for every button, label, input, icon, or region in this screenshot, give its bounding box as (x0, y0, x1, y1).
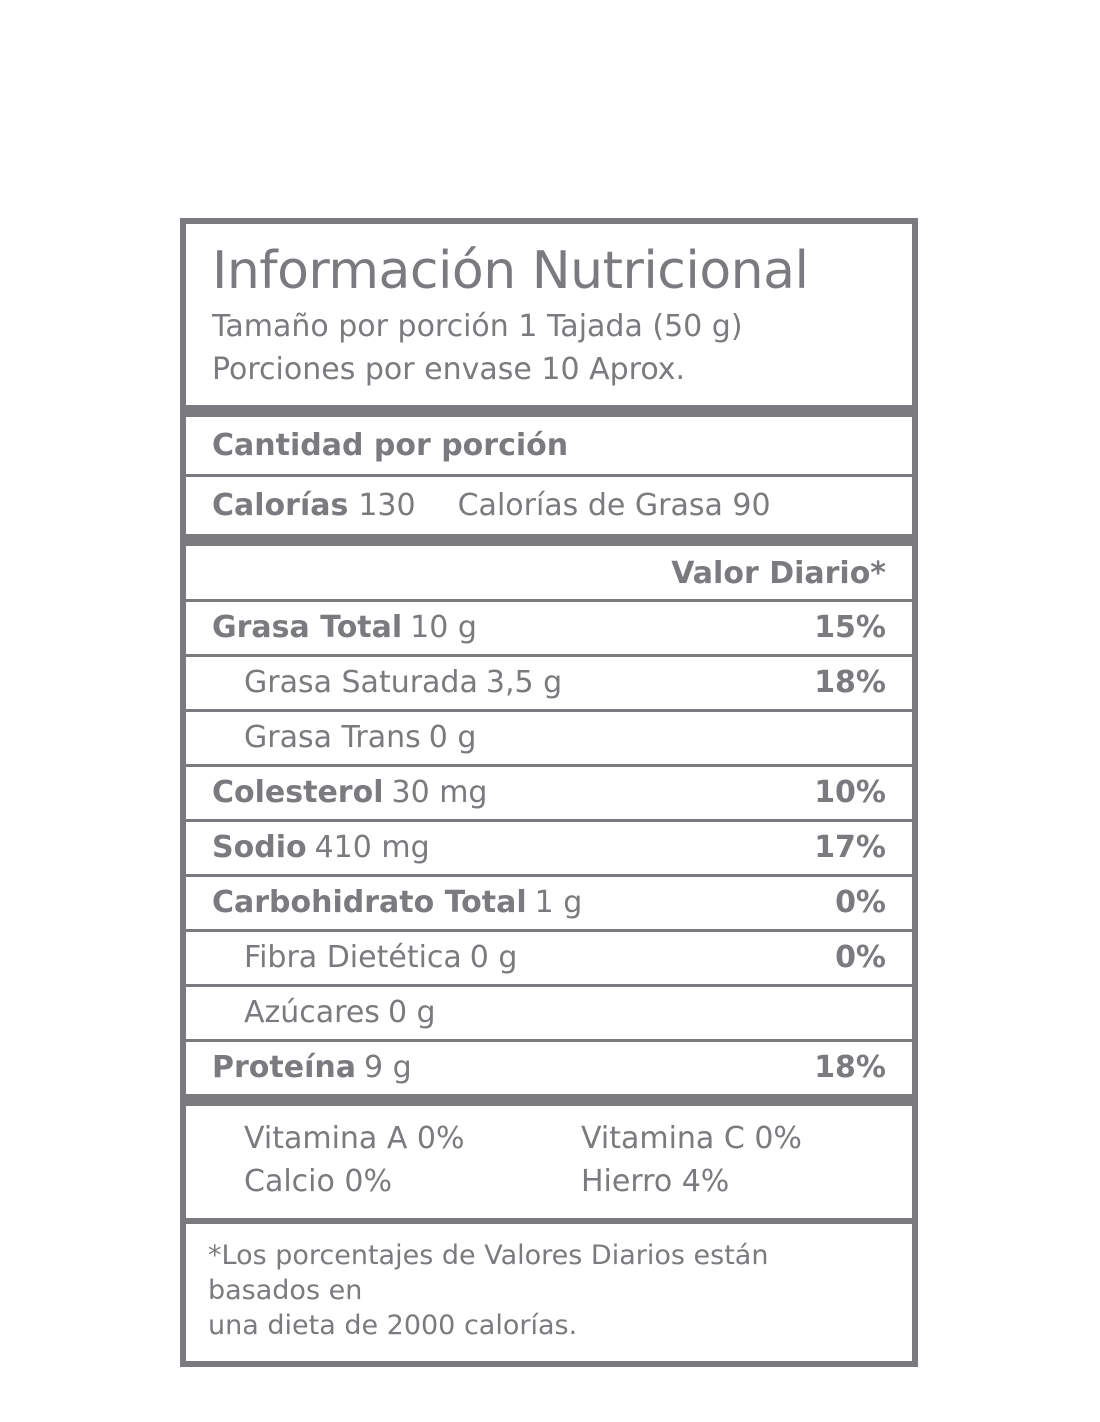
vitamins-section (186, 1106, 912, 1217)
calories-label: Calorías (212, 488, 349, 524)
vitamins-row-2 (212, 1161, 886, 1204)
nutrient-row-colesterol (186, 767, 912, 819)
calories-value: 130 (358, 488, 416, 524)
divider-thick-top (186, 405, 912, 417)
nutrient-dv: 0% (835, 885, 886, 921)
calories-row (186, 477, 912, 534)
nutrient-row-proteina (186, 1042, 912, 1094)
nutrient-name: Fibra Dietética (244, 940, 462, 976)
nutrient-name: Grasa Total (212, 610, 403, 646)
nutrient-dv: 10% (814, 775, 886, 811)
nutrient-row-grasa-trans (186, 712, 912, 764)
daily-value-header: Valor Diario* (671, 556, 886, 592)
nutrient-name: Proteína (212, 1050, 356, 1086)
footnote-line-1: *Los porcentajes de Valores Diarios están basados en (208, 1239, 769, 1306)
nutrient-amount: 0 g (428, 720, 477, 756)
nutrient-row-grasa-total (186, 602, 912, 654)
divider-thick-vitamins (186, 1094, 912, 1106)
vitamins-row-1 (212, 1118, 886, 1161)
calories-from-fat: Calorías de Grasa 90 (457, 488, 771, 524)
nutrient-row-sodio (186, 822, 912, 874)
nutrient-name: Sodio (212, 830, 307, 866)
nutrient-dv: 18% (814, 1050, 886, 1086)
nutrient-name: Grasa Saturada (244, 665, 478, 701)
nutrient-row-fibra-dietetica (186, 932, 912, 984)
servings-per-container-text: Porciones por envase 10 Aprox. (212, 351, 686, 387)
panel-header (186, 242, 912, 405)
footnote-line-2: una dieta de 2000 calorías. (208, 1309, 578, 1341)
nutrient-amount: 410 mg (314, 830, 430, 866)
nutrient-amount: 0 g (469, 940, 518, 976)
serving-size-text: Tamaño por porción 1 Tajada (50 g) (212, 309, 743, 345)
nutrient-name: Azúcares (244, 995, 380, 1031)
nutrient-name: Grasa Trans (244, 720, 421, 756)
nutrient-amount: 1 g (534, 885, 583, 921)
iron-value: Hierro 4% (581, 1164, 730, 1200)
nutrient-amount: 0 g (387, 995, 436, 1031)
nutrient-amount: 3,5 g (485, 665, 563, 701)
nutrient-row-azucares (186, 987, 912, 1039)
vitamin-c-value: Vitamina C 0% (581, 1121, 802, 1157)
nutrient-amount: 9 g (363, 1050, 412, 1086)
nutrient-row-grasa-saturada (186, 657, 912, 709)
nutrient-amount: 10 g (410, 610, 477, 646)
amount-per-serving-label: Cantidad por porción (212, 428, 569, 464)
vitamin-a-value: Vitamina A 0% (244, 1121, 465, 1157)
page-title: Información Nutricional (212, 241, 809, 301)
calcium-value: Calcio 0% (244, 1164, 392, 1200)
footnote (186, 1224, 912, 1361)
nutrient-dv: 17% (814, 830, 886, 866)
nutrient-name: Colesterol (212, 775, 384, 811)
nutrient-amount: 30 mg (391, 775, 488, 811)
divider-thick-calories (186, 534, 912, 546)
nutrient-dv: 15% (814, 610, 886, 646)
nutrient-name: Carbohidrato Total (212, 885, 527, 921)
nutrient-dv: 0% (835, 940, 886, 976)
nutrition-facts-panel (180, 218, 918, 1367)
nutrient-row-carbohidrato-total (186, 877, 912, 929)
nutrient-dv: 18% (814, 665, 886, 701)
